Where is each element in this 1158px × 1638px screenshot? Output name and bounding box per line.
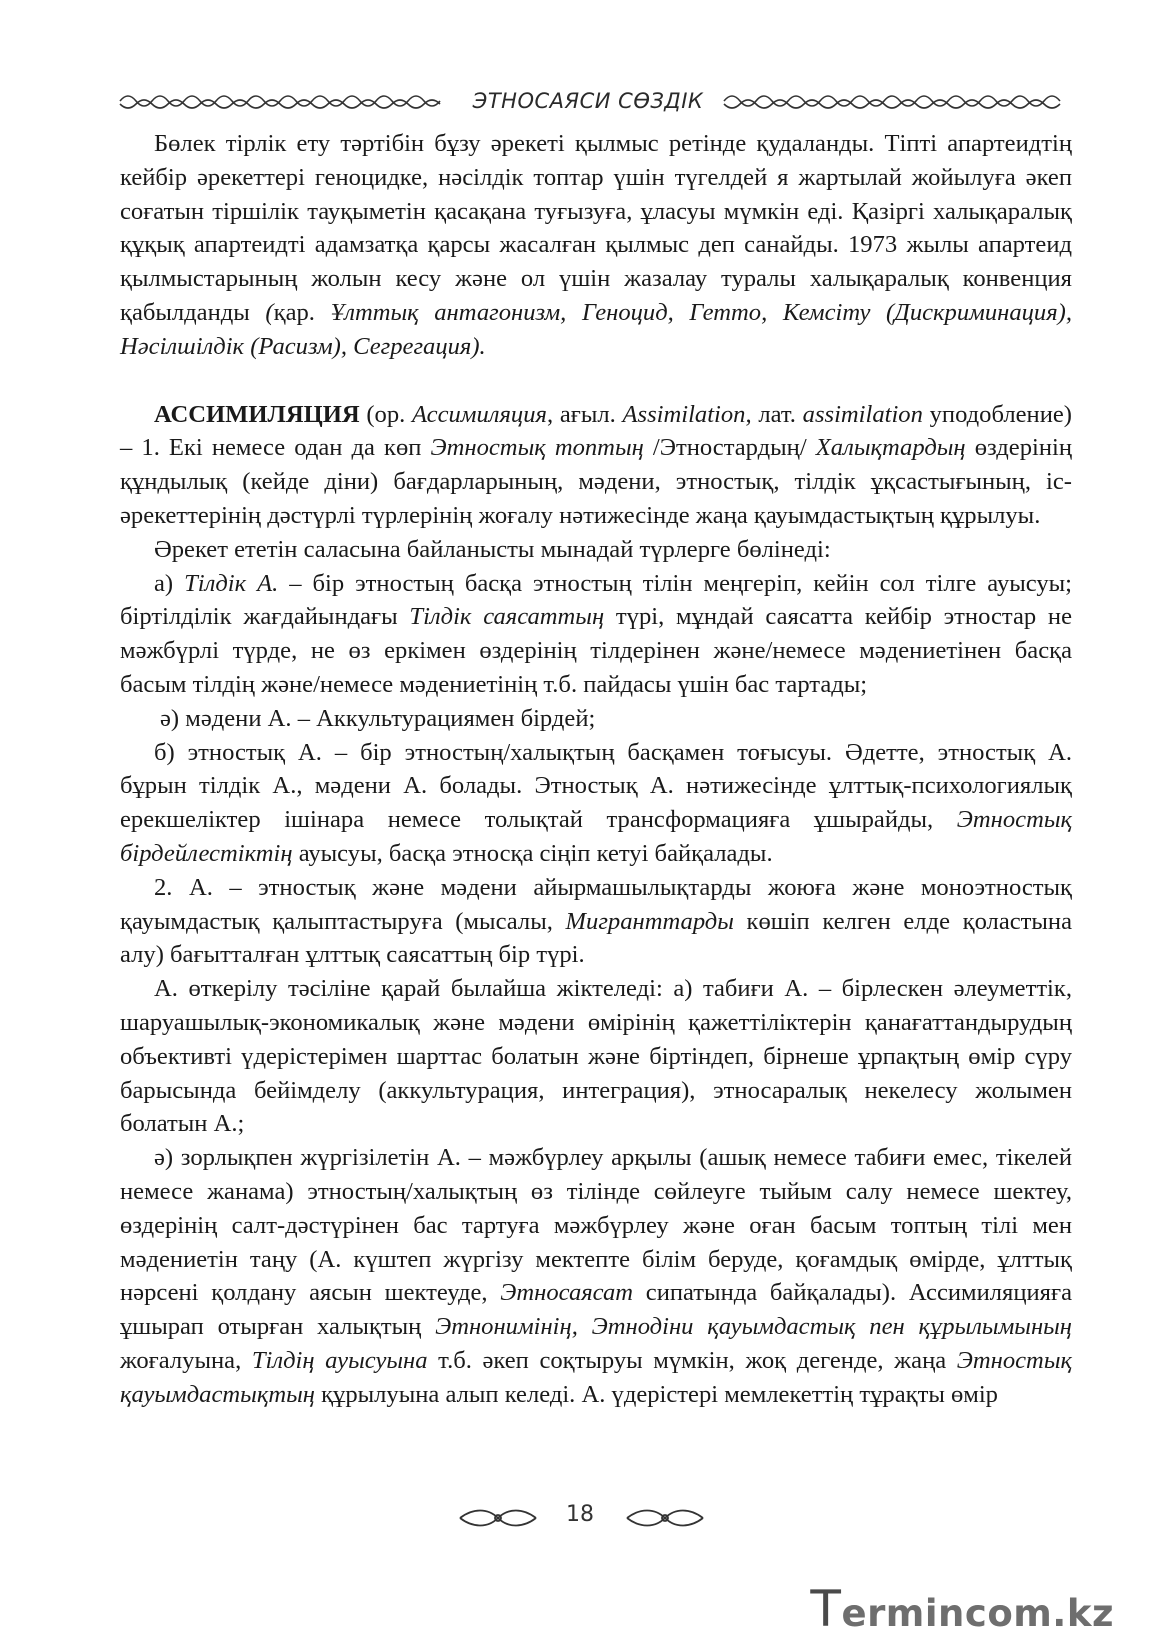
paragraph-classification: А. өткерілу тәсіліне қарай былайша жіктеледі: а) табиғи А. – бірлескен әлеуметтік, шаруашылық-экономикалық және мәдени өмірінің қажеттіліктерін қанағаттандырудың объективті үдерістерімен шарттас болатын және біртіндеп, бірнеше ұрпақтың өмір сүру барысында бейімделу (аккультурация, интеграция), этносаралық некелесу жолымен болатын А.; (120, 975, 1072, 1138)
paragraph-type-b: б) этностық А. – бір этностың/халықтың басқамен тоғысуы. Әдетте, этностық А. бұрын тілдік А., мәдени А. болады. Этностық А. нәтижесінде ұлттық-психологиялық ерекшеліктер ішінара немесе толықтай трансформацияға ұшырайды, Этностық бірдейлестіктің ауысуы, басқа этносқа сіңіп кетуі байқалады. (120, 738, 1072, 867)
paragraph-type-ae: ә) мәдени А. – Аккультурациямен бірдей; (160, 704, 596, 732)
swirl-left-icon (458, 1506, 538, 1530)
paragraph-definition-2: 2. А. – этностық және мәдени айырмашылықтарды жоюға және моноэтностық қауымдастық қалыптастыруға (мысалы, Мигранттарды көшіп келген елде қоластына алу) бағытталған ұлттық саясаттың бір түрі. (120, 873, 1072, 969)
paragraph-apartheid-end: Бөлек тірлік ету тәртібін бұзу әрекеті қылмыс ретінде қудаланды. Тіпті апартеидтің кейбір әрекеттері геноцидке, нәсілдік топтар үшін түгелдей я жартылай жойылуға әкеп соғатын тіршілік тауқыметін қасақана туғызуға, ұласуы мүмкін еді. Қазіргі халықаралық құқық апартеидті адамзатқа қарсы жасалған қылмыс деп санайды. 1973 жылы апартеид қылмыстарының жолын кесу және ол үшін жазалау туралы халықаралық конвенция қабылданды (қар. Ұлттық антагонизм, Геноцид, Гетто, Кемсіту (Дискриминация), Нәсілшілдік (Расизм), Сегрегация). (120, 130, 1072, 360)
page-number: 18 (566, 1502, 594, 1527)
watermark-logo: Termincom.kz (810, 1580, 1114, 1638)
swirl-right-icon (625, 1506, 705, 1530)
header-title: ЭТНОСАЯСИ СӨЗДІК (472, 89, 704, 113)
ornament-right-icon (722, 90, 1072, 112)
paragraph-types-intro: Әрекет ететін саласына байланысты мынадай түрлерге бөлінеді: (154, 535, 831, 563)
paragraph-forced-assimilation: ә) зорлықпен жүргізілетін А. – мәжбүрлеу арқылы (ашық немесе табиғи емес, тікелей немесе жанама) этностың/халықтың өз тілінде сөйлеуге тыйым салу немесе шектеу, өздерінің салт-дәстүрінен бас тартуға мәжбүрлеу және оған басым топтың тілі мен мәдениетін таңу (А. күштеп жүргізу мектепте білім беруде, қоғамдық өмірде, ұлттық нәрсені қолдану аясын шектеуде, Этносаясат сипатында байқалады). Ассимиляцияға ұшырап отырған халықтың Этнонимінің, Этнодіни қауымдастық пен құрылымының жоғалуына, Тілдің ауысуына т.б. әкеп соқтыруы мүмкін, жоқ дегенде, жаңа Этностық қауымдастықтың құрылуына алып келеді. А. үдерістері мемлекеттің тұрақты өмір (120, 1144, 1072, 1408)
page-body (120, 127, 1072, 1411)
entry-headword: АССИМИЛЯЦИЯ (154, 400, 360, 428)
paragraph-type-a: а) Тілдік А. – бір этностың басқа этностың тілін меңгеріп, кейін сол тілге ауысуы; біртілділік жағдайындағы Тілдік саясаттың түрі, мұндай саясатта кейбір этностар не мәжбүрлі түрде, не өз еркімен өздерінің тілдерінен және/немесе мәдениетінен басқа басым тілдің және/немесе мәдениетінің т.б. пайдасы үшін бас тартады; (120, 569, 1073, 698)
ornament-left-icon (118, 90, 453, 112)
running-header (118, 86, 1073, 116)
entry-assimilation: АССИМИЛЯЦИЯ (ор. Ассимиляция, ағыл. Assimilation, лат. assimilation уподобление) – 1. Екі немесе одан да көп Этностық топтың /Этностардың/ Халықтардың өздерінің құндылық (кейде діни) бағдарларының, мәдени, этностық, тілдік ұқсастығының, іс-әрекеттерінің дәстүрлі түрлерінің жоғалу нәтижесінде жаңа қауымдастықтың құрылуы. (120, 400, 1073, 529)
page-footer (0, 1500, 1158, 1540)
